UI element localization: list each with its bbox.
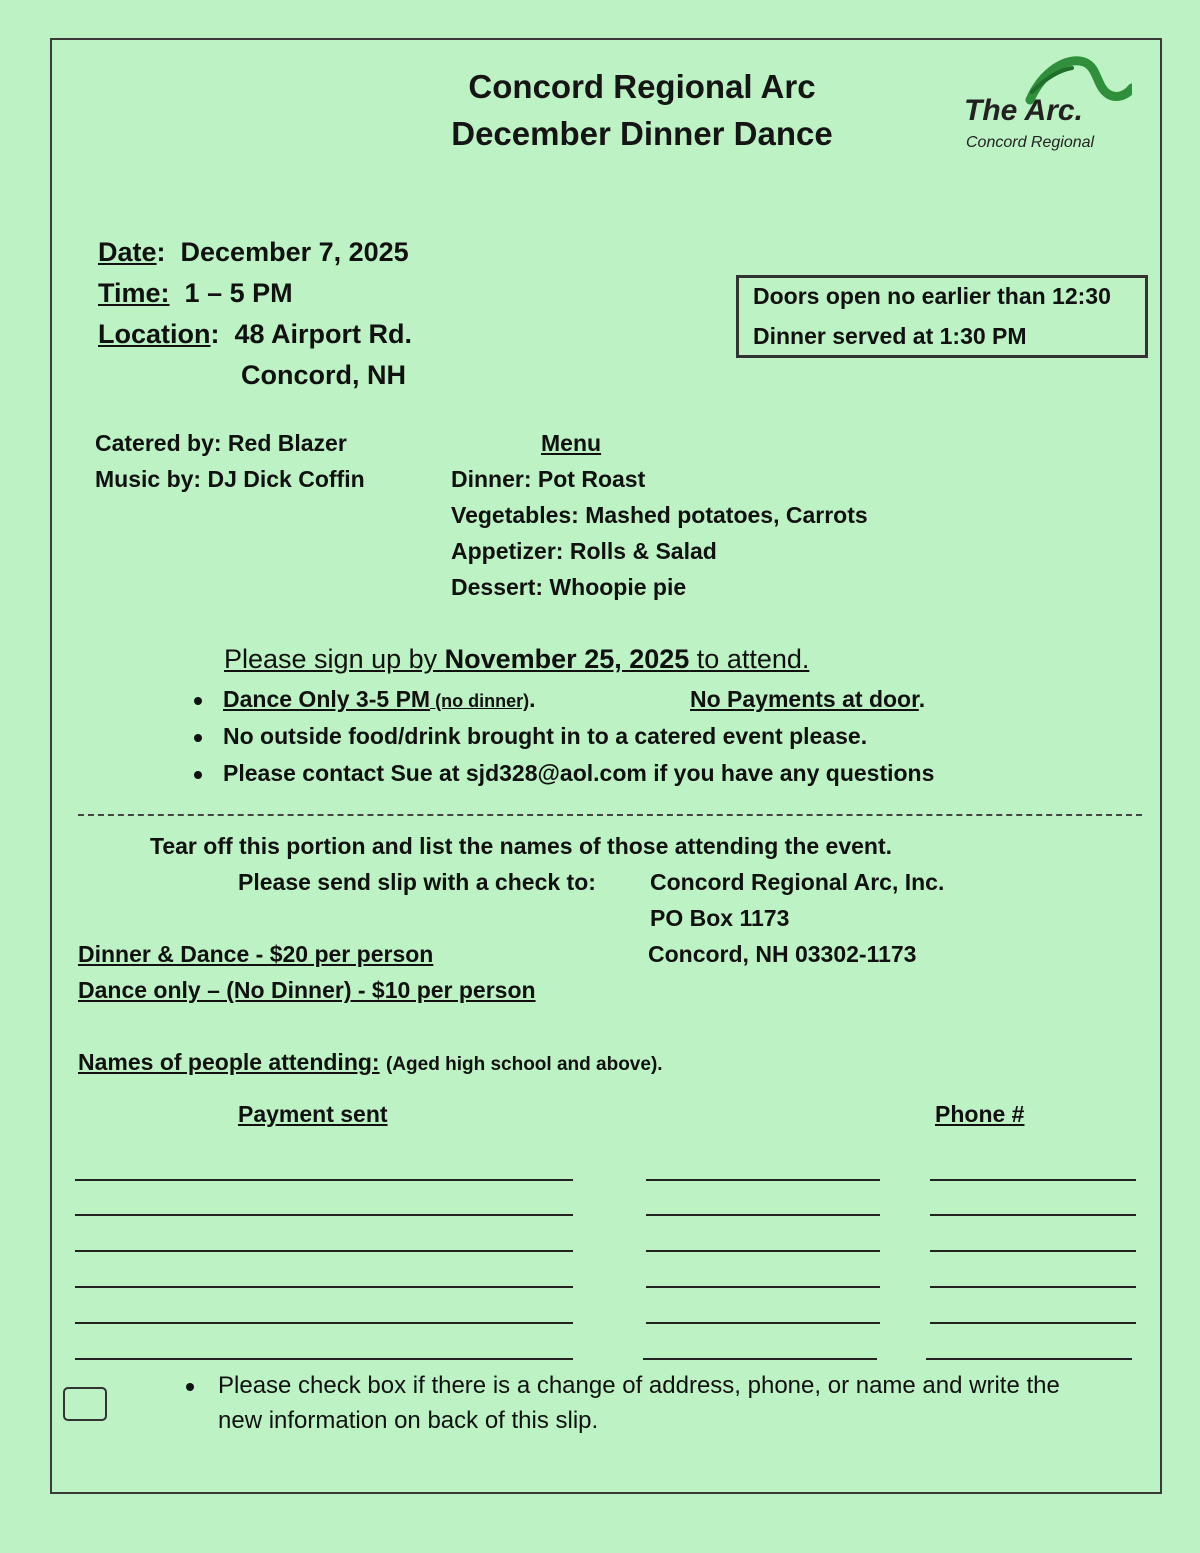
payment-write-line[interactable]	[646, 1286, 880, 1288]
date-label: Date	[98, 237, 157, 267]
location-line1: 48 Airport Rd.	[234, 319, 413, 349]
signup-date: November 25, 2025	[444, 644, 690, 674]
bullet-icon	[194, 697, 202, 705]
signup-post: to attend.	[689, 644, 810, 674]
dinner-served-text: Dinner served at 1:30 PM	[753, 323, 1027, 349]
change-note-line1: Please check box if there is a change of address, phone, or name and write the	[218, 1372, 1060, 1399]
no-dinner-text: (no dinner)	[435, 691, 530, 711]
location-row: Location: 48 Airport Rd.	[98, 319, 413, 349]
menu-item: Dinner: Pot Roast	[451, 466, 646, 492]
names-attending-note: (Aged high school and above).	[385, 1054, 663, 1075]
catered-by: Catered by: Red Blazer	[95, 430, 347, 456]
phone-write-line[interactable]	[930, 1179, 1136, 1181]
address-line: Concord, NH 03302-1173	[648, 941, 917, 967]
price-dinner-dance: Dinner & Dance - $20 per person	[78, 941, 434, 967]
date-row: Date: December 7, 2025	[98, 237, 409, 267]
address-line: Concord Regional Arc, Inc.	[650, 869, 945, 895]
payment-write-line[interactable]	[643, 1358, 877, 1360]
music-by: Music by: DJ Dick Coffin	[95, 466, 365, 492]
name-write-line[interactable]	[75, 1214, 573, 1216]
time-value: 1 – 5 PM	[184, 278, 293, 308]
phone-write-line[interactable]	[930, 1214, 1136, 1216]
name-write-line[interactable]	[75, 1358, 573, 1360]
title-event: December Dinner Dance	[451, 115, 833, 152]
payment-write-line[interactable]	[646, 1214, 880, 1216]
logo-subtitle: Concord Regional	[966, 134, 1095, 151]
tear-off-instructions: Tear off this portion and list the names of those attending the event.	[150, 833, 893, 859]
bullet-icon	[194, 771, 202, 779]
doors-open-text: Doors open no earlier than 12:30	[753, 283, 1111, 309]
phone-write-line[interactable]	[930, 1250, 1136, 1252]
signup-deadline-text	[224, 644, 809, 675]
name-write-line[interactable]	[75, 1250, 573, 1252]
dance-only-note: Dance Only 3-5 PM (no dinner).	[223, 686, 536, 712]
price-dance-only: Dance only – (No Dinner) - $10 per person	[78, 977, 536, 1003]
bullet-icon	[194, 734, 202, 742]
menu-item: Dessert: Whoopie pie	[451, 574, 687, 600]
menu-title: Menu	[541, 430, 602, 456]
contact-note: Please contact Sue at sjd328@aol.com if you have any questions	[223, 760, 935, 786]
names-attending-label: Names of people attending:	[78, 1049, 380, 1075]
payment-write-line[interactable]	[646, 1322, 880, 1324]
send-slip-label: Please send slip with a check to:	[238, 869, 596, 895]
no-payments-note: No Payments at door.	[690, 686, 926, 712]
signup-pre: Please sign up by	[224, 644, 445, 674]
name-write-line[interactable]	[75, 1286, 573, 1288]
bullet-icon	[186, 1383, 194, 1391]
column-phone: Phone #	[935, 1101, 1025, 1127]
name-write-line[interactable]	[75, 1179, 573, 1181]
dance-only-text: Dance Only 3-5 PM	[223, 686, 431, 712]
change-note-line2: new information on back of this slip.	[218, 1407, 599, 1434]
tear-off-line	[78, 814, 1142, 816]
no-payments-text: No Payments at door	[690, 686, 919, 712]
time-label: Time:	[98, 278, 170, 308]
doors-info-box	[736, 275, 1148, 358]
location-line2: Concord, NH	[241, 360, 406, 390]
no-outside-food-note: No outside food/drink brought in to a catered event please.	[223, 723, 868, 749]
address-line: PO Box 1173	[650, 905, 790, 931]
title-org: Concord Regional Arc	[468, 68, 816, 105]
change-info-checkbox[interactable]	[63, 1387, 107, 1421]
menu-item: Appetizer: Rolls & Salad	[451, 538, 717, 564]
names-attending-row	[78, 1049, 663, 1076]
time-row	[98, 278, 293, 309]
phone-write-line[interactable]	[926, 1358, 1132, 1360]
name-write-line[interactable]	[75, 1322, 573, 1324]
payment-write-line[interactable]	[646, 1179, 880, 1181]
phone-write-line[interactable]	[930, 1286, 1136, 1288]
column-payment-sent: Payment sent	[238, 1101, 388, 1127]
phone-write-line[interactable]	[930, 1322, 1136, 1324]
payment-write-line[interactable]	[646, 1250, 880, 1252]
date-value: December 7, 2025	[180, 237, 409, 267]
logo-name: The Arc.	[964, 94, 1083, 127]
location-label: Location	[98, 319, 211, 349]
menu-item: Vegetables: Mashed potatoes, Carrots	[451, 502, 868, 528]
